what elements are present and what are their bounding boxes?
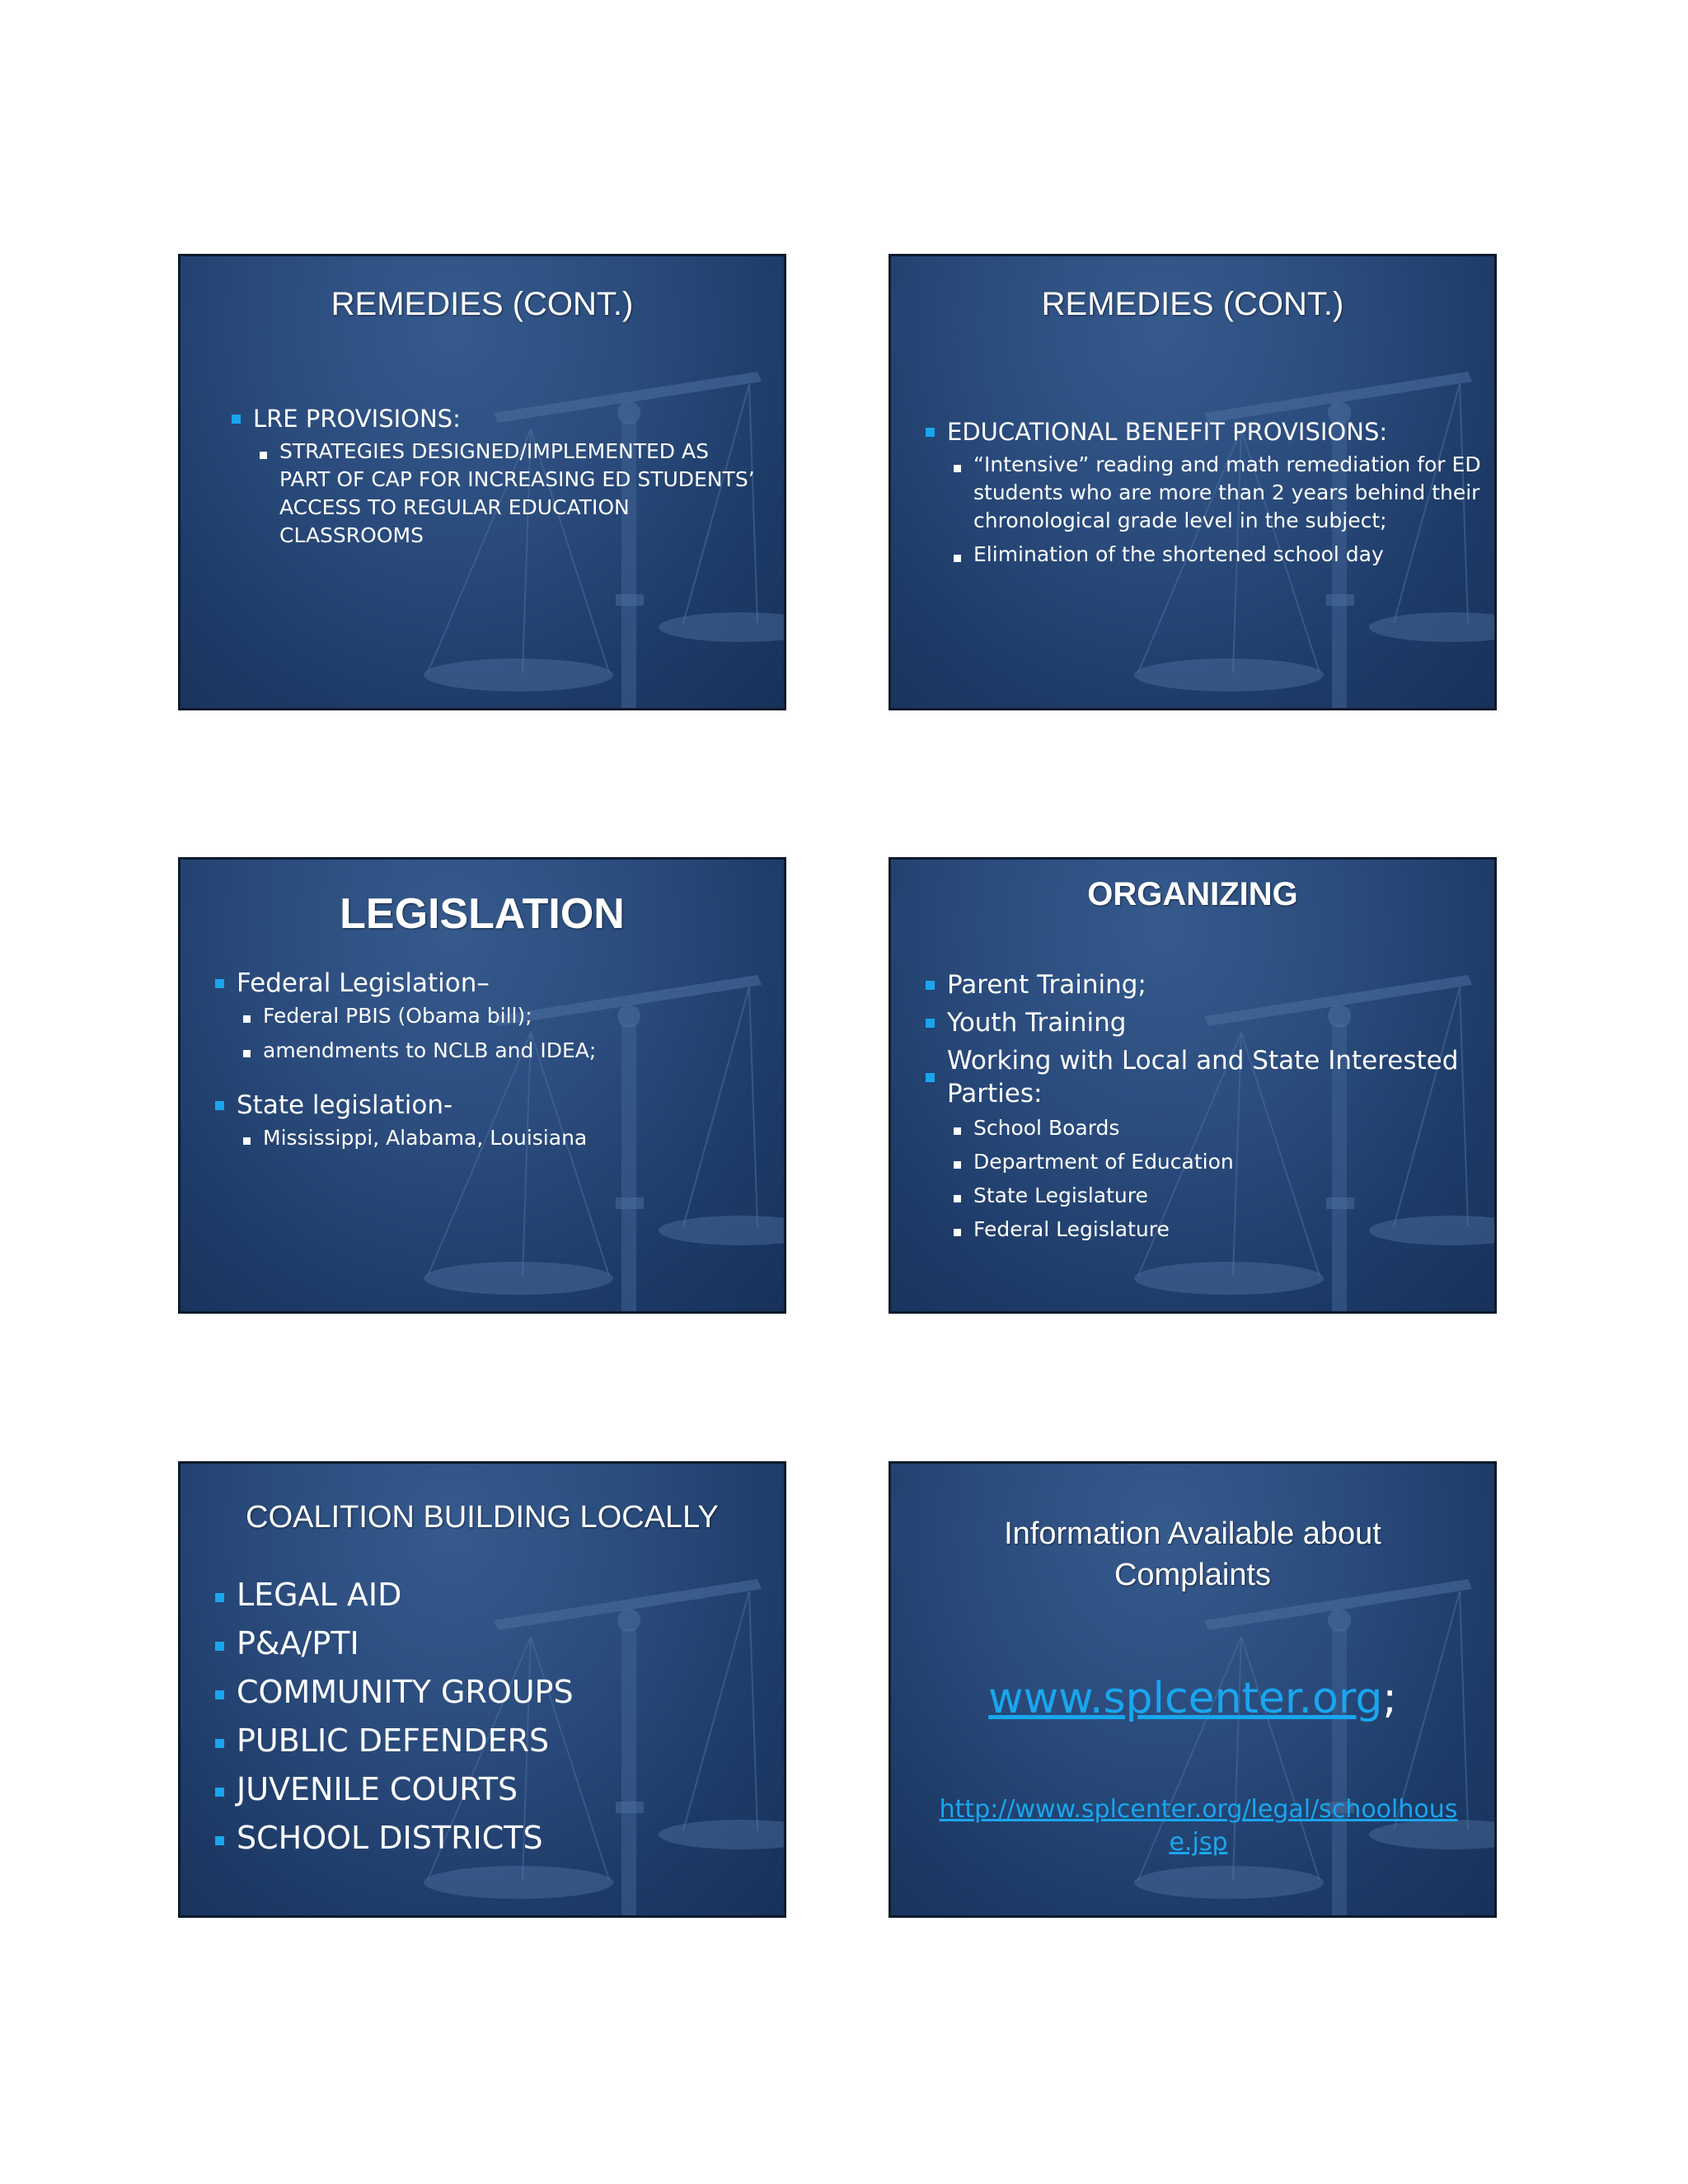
slide-remedies-educational — [889, 254, 1497, 710]
slide-information-complaints — [889, 1461, 1497, 1918]
sub-list-item: State Legislature — [926, 1181, 1486, 1211]
sub-list-item: “Intensive” reading and math remediation for ED students who are more than 2 years behind their chronological grade level in the subject; — [926, 451, 1486, 535]
slide-title: LEGISLATION — [340, 890, 625, 938]
list-item: JUVENILE COURTS — [215, 1765, 776, 1814]
sub-list-item: amendments to NCLB and IDEA; — [215, 1036, 776, 1066]
slide-title: ORGANIZING — [1087, 876, 1298, 912]
list-item: COMMUNITY GROUPS — [215, 1668, 776, 1717]
slide-title: COALITION BUILDING LOCALLY — [246, 1500, 719, 1535]
list-item: PUBLIC DEFENDERS — [215, 1717, 776, 1765]
splcenter-link[interactable]: www.splcenter.org — [988, 1674, 1383, 1723]
sub-list-item: School Boards — [926, 1113, 1486, 1143]
list-item: Federal Legislation– — [215, 968, 776, 998]
schoolhouse-link[interactable]: http://www.splcenter.org/legal/schoolhous e.jsp — [939, 1795, 1458, 1857]
sub-list-item: Federal PBIS (Obama bill); — [215, 1001, 776, 1031]
list-item: Youth Training — [926, 1006, 1486, 1039]
sub-list-item: STRATEGIES DESIGNED/IMPLEMENTED AS PART OF CAP FOR INCREASING ED STUDENTS’ ACCESS TO REGULAR EDUCATION CLASSROOMS — [232, 438, 759, 550]
list-item: Parent Training; — [926, 968, 1486, 1001]
sub-list-item: Federal Legislature — [926, 1215, 1486, 1244]
list-item: Working with Local and State Interested Parties: — [926, 1044, 1486, 1110]
slide-title: REMEDIES (CONT.) — [331, 286, 634, 322]
list-item: State legislation- — [215, 1090, 776, 1120]
list-item: LEGAL AID — [215, 1571, 776, 1619]
list-item: EDUCATIONAL BENEFIT PROVISIONS: — [926, 418, 1486, 446]
list-item: SCHOOL DISTRICTS — [215, 1814, 776, 1863]
sub-list-item: Mississippi, Alabama, Louisiana — [215, 1123, 776, 1153]
slide-coalition-building — [178, 1461, 786, 1918]
slide-title: Information Available about Complaints — [1004, 1516, 1381, 1592]
slide-title: REMEDIES (CONT.) — [1041, 286, 1344, 322]
slide-legislation — [178, 857, 786, 1314]
slide-organizing — [889, 857, 1497, 1314]
sub-list-item: Department of Education — [926, 1147, 1486, 1177]
list-item: LRE PROVISIONS: — [232, 405, 759, 433]
slide-remedies-lre — [178, 254, 786, 710]
main-link-line: www.splcenter.org; — [988, 1674, 1397, 1723]
sub-list-item: Elimination of the shortened school day — [926, 541, 1486, 569]
list-item: P&A/PTI — [215, 1619, 776, 1668]
sub-link-block — [891, 1793, 1494, 1859]
